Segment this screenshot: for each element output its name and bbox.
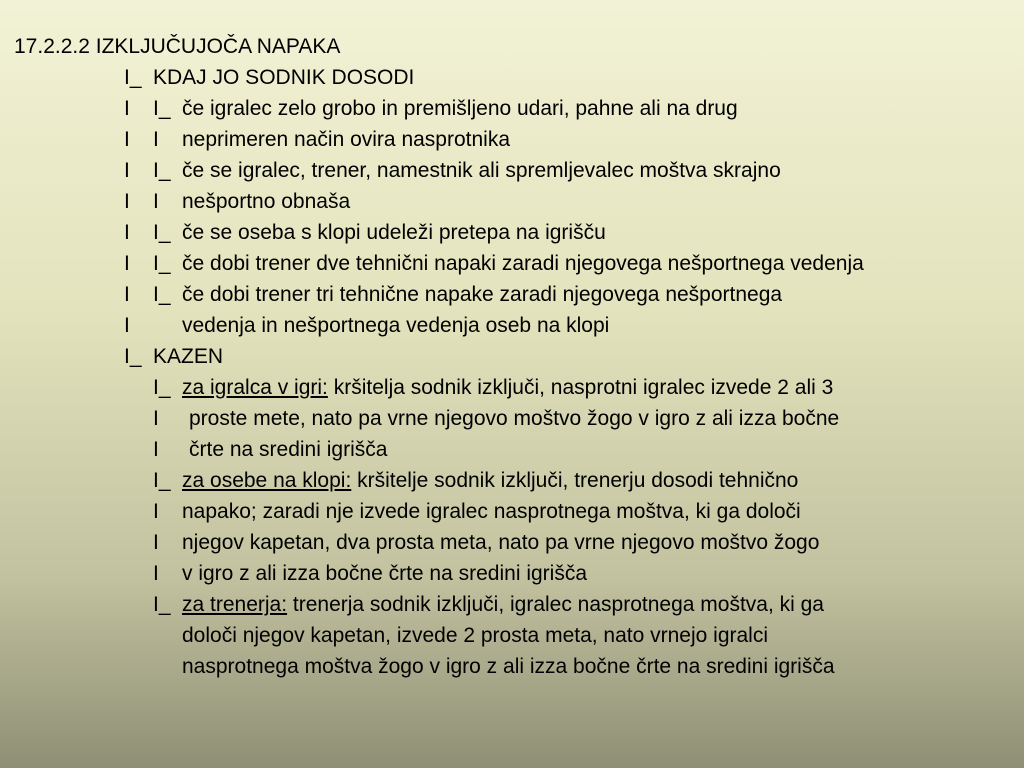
sub-marker: I_ bbox=[153, 469, 171, 492]
kazen-bench-text bbox=[182, 465, 798, 496]
item-text: neprimeren način ovira nasprotnika bbox=[182, 128, 511, 151]
kazen-player-label: za igralca v igri: bbox=[182, 376, 328, 399]
item-text: njegov kapetan, dva prosta meta, nato pa vrne njegovo moštvo žogo bbox=[182, 531, 820, 554]
item-text: črte na sredini igrišča bbox=[189, 438, 388, 461]
item-text: proste mete, nato pa vrne njegovo moštvo žogo v igro z ali izza bočne bbox=[189, 407, 840, 430]
item-text: če se igralec, trener, namestnik ali spremljevalec moštva skrajno bbox=[182, 159, 781, 182]
inner-marker: I_ bbox=[153, 221, 171, 244]
inner-marker: I_ bbox=[153, 252, 171, 275]
cont-marker: I bbox=[153, 531, 159, 554]
sub-marker: I_ bbox=[153, 593, 171, 616]
outer-marker: I bbox=[124, 97, 130, 120]
item-text: če dobi trener tri tehnične napake zaradi njegovega nešportnega bbox=[182, 283, 783, 306]
kazen-player-desc: kršitelja sodnik izključi, nasprotni igralec izvede 2 ali 3 bbox=[327, 376, 834, 399]
inner-marker: I_ bbox=[153, 97, 171, 120]
slide-heading: 17.2.2.2 IZKLJUČUJOČA NAPAKA bbox=[14, 35, 341, 58]
section-marker: I_ bbox=[124, 345, 142, 368]
sub-marker: I_ bbox=[153, 376, 171, 399]
outer-marker: I bbox=[124, 128, 130, 151]
cont-marker: I bbox=[153, 562, 159, 585]
item-text: nasprotnega moštva žogo v igro z ali izza bočne črte na sredini igrišča bbox=[182, 655, 835, 678]
item-text: če dobi trener dve tehnični napaki zaradi njegovega nešportnega vedenja bbox=[182, 252, 864, 275]
kazen-coach-desc: trenerja sodnik izključi, igralec nasprotnega moštva, ki ga bbox=[287, 593, 824, 616]
section-title-kazen: KAZEN bbox=[153, 345, 224, 368]
section-title-kdaj: KDAJ JO SODNIK DOSODI bbox=[153, 66, 415, 89]
item-text: določi njegov kapetan, izvede 2 prosta meta, nato vrnejo igralci bbox=[182, 624, 769, 647]
outer-marker: I bbox=[124, 221, 130, 244]
inner-marker: I bbox=[153, 190, 159, 213]
item-text: če igralec zelo grobo in premišljeno udari, pahne ali na drug bbox=[182, 97, 738, 120]
kazen-coach-text bbox=[182, 589, 824, 620]
kazen-player-text bbox=[182, 372, 833, 403]
cont-marker: I bbox=[153, 500, 159, 523]
cont-marker: I bbox=[153, 407, 159, 430]
inner-marker: I_ bbox=[153, 283, 171, 306]
section-marker: I_ bbox=[124, 66, 142, 89]
kazen-bench-label: za osebe na klopi: bbox=[182, 469, 352, 492]
kazen-bench-desc: kršitelje sodnik izključi, trenerju dosodi tehnično bbox=[351, 469, 799, 492]
outer-marker: I bbox=[124, 190, 130, 213]
item-text: če se oseba s klopi udeleži pretepa na igrišču bbox=[182, 221, 606, 244]
kazen-coach-label: za trenerja: bbox=[182, 593, 288, 616]
inner-marker: I_ bbox=[153, 159, 171, 182]
outer-marker: I bbox=[124, 283, 130, 306]
outer-marker: I bbox=[124, 252, 130, 275]
outer-marker: I bbox=[124, 159, 130, 182]
inner-marker: I bbox=[153, 128, 159, 151]
outer-marker: I bbox=[124, 314, 130, 337]
item-text: napako; zaradi nje izvede igralec nasprotnega moštva, ki ga določi bbox=[182, 500, 801, 523]
item-text: nešportno obnaša bbox=[182, 190, 351, 213]
item-text: vedenja in nešportnega vedenja oseb na klopi bbox=[182, 314, 610, 337]
cont-marker: I bbox=[153, 438, 159, 461]
item-text: v igro z ali izza bočne črte na sredini igrišča bbox=[182, 562, 588, 585]
